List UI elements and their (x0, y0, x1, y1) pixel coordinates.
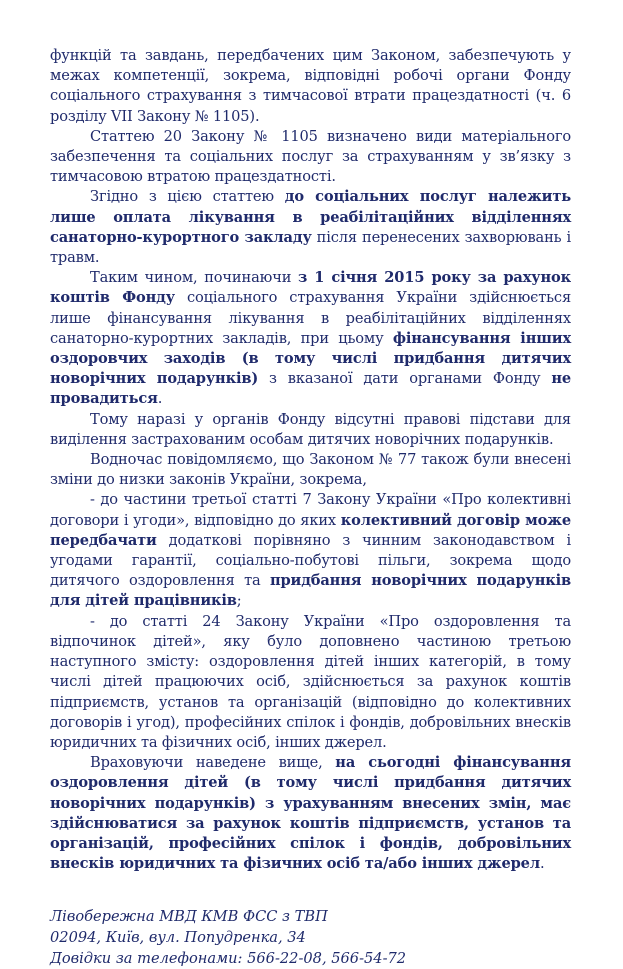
paragraph-text: Згідно з цією статтею (90, 188, 285, 206)
paragraph-text: функцій та завдань, передбачених цим Законом, забезпечують у межах компетенції, зокрема, відповідні робочі органи Фонду соціального страхування з тимчасової втрати працездатності (ч. 6 розділу VII Закону № 1105). (50, 47, 571, 125)
document-paragraph (50, 450, 571, 490)
paragraph-text: після перенесених захворювань і травм. (50, 228, 571, 267)
paragraph-text: - до статті 24 Закону України «Про оздоровлення та відпочинок дітей», яку було доповнено частиною третьою наступного змісту: оздоровлення дітей інших категорій, в тому числі дітей працюючих осіб, здійснюється за рахунок коштів підприємств, установ та організацій (відповідно до колективних договорів і угод), професійних спілок і фондів, добровільних внесків юридичних та фізичних осіб, інших джерел. (50, 612, 571, 751)
document-paragraph (50, 753, 571, 874)
signature-phones: Довідки за телефонами: 566-22-08, 566-54-72 (50, 950, 407, 968)
document-body (50, 46, 571, 874)
bold-text: колективний договір може передбачати (50, 511, 571, 549)
bold-text: фінансування інших оздоровчих заходів (в тому числі придбання дитячих новорічних подарунків) (50, 329, 571, 388)
paragraph-text: Таким чином, починаючи (90, 269, 298, 287)
bold-text: придбання новорічних подарунків для дітей працівників (50, 572, 571, 610)
document-paragraph (50, 490, 571, 611)
paragraph-text: Тому наразі у органів Фонду відсутні правові підстави для виділення застрахованим особам дитячих новорічних подарунків. (50, 410, 571, 448)
document-paragraph (50, 187, 571, 268)
document-paragraph (50, 46, 571, 127)
signature-office: Лівобережна МВД КМВ ФСС з ТВП (50, 908, 328, 926)
paragraph-text: соціального страхування України здійснюється лише фінансування лікування в реабілітаційних відділеннях санаторно-курортних закладів, при цьому (50, 289, 572, 347)
bold-text: на сьогодні фінансування оздоровлення дітей (в тому числі придбання дитячих новорічних подарунків) з урахуванням внесених змін, має здійснюватися за рахунок коштів підприємств, установ та організацій, професійних спілок і фондів, добровільних внесків юридичних та фізичних осіб та/або інших джерел (50, 754, 571, 873)
paragraph-text: Враховуючи наведене вище, (90, 754, 336, 772)
paragraph-text: Водночас повідомляємо, що Законом № 77 також були внесені зміни до низки законів України, зокрема, (50, 451, 571, 489)
paragraph-text: ; (236, 592, 242, 610)
bold-text: з 1 січня 2015 року за рахунок коштів Фонду (50, 269, 571, 307)
paragraph-text: - до частини третьої статті 7 Закону України «Про колективні договори і угоди», відповідно до яких (50, 491, 571, 529)
paragraph-text: . (157, 390, 163, 408)
bold-text: до соціальних послуг належить лише оплата лікування в реабілітаційних відділеннях санаторно-курортного закладу (50, 188, 571, 246)
document-paragraph (50, 410, 571, 450)
paragraph-text: Статтею 20 Закону № 1105 визначено види матеріального забезпечення та соціальних послуг за страхуванням у зв’язку з тимчасовою втратою працездатності. (50, 127, 571, 186)
paragraph-text: з вказаної дати органами Фонду (258, 370, 552, 388)
paragraph-text: . (539, 855, 545, 873)
document-paragraph (50, 268, 571, 409)
signature-address: 02094, Київ, вул. Попудренка, 34 (50, 929, 306, 947)
bold-text: не провадиться (50, 370, 571, 408)
paragraph-text: додаткові порівняно з чинним законодавством і угодами гарантії, соціально-побутові пільги, зокрема щодо дитячого оздоровлення та (50, 531, 571, 590)
document-paragraph (50, 612, 571, 753)
document-paragraph (50, 127, 571, 188)
